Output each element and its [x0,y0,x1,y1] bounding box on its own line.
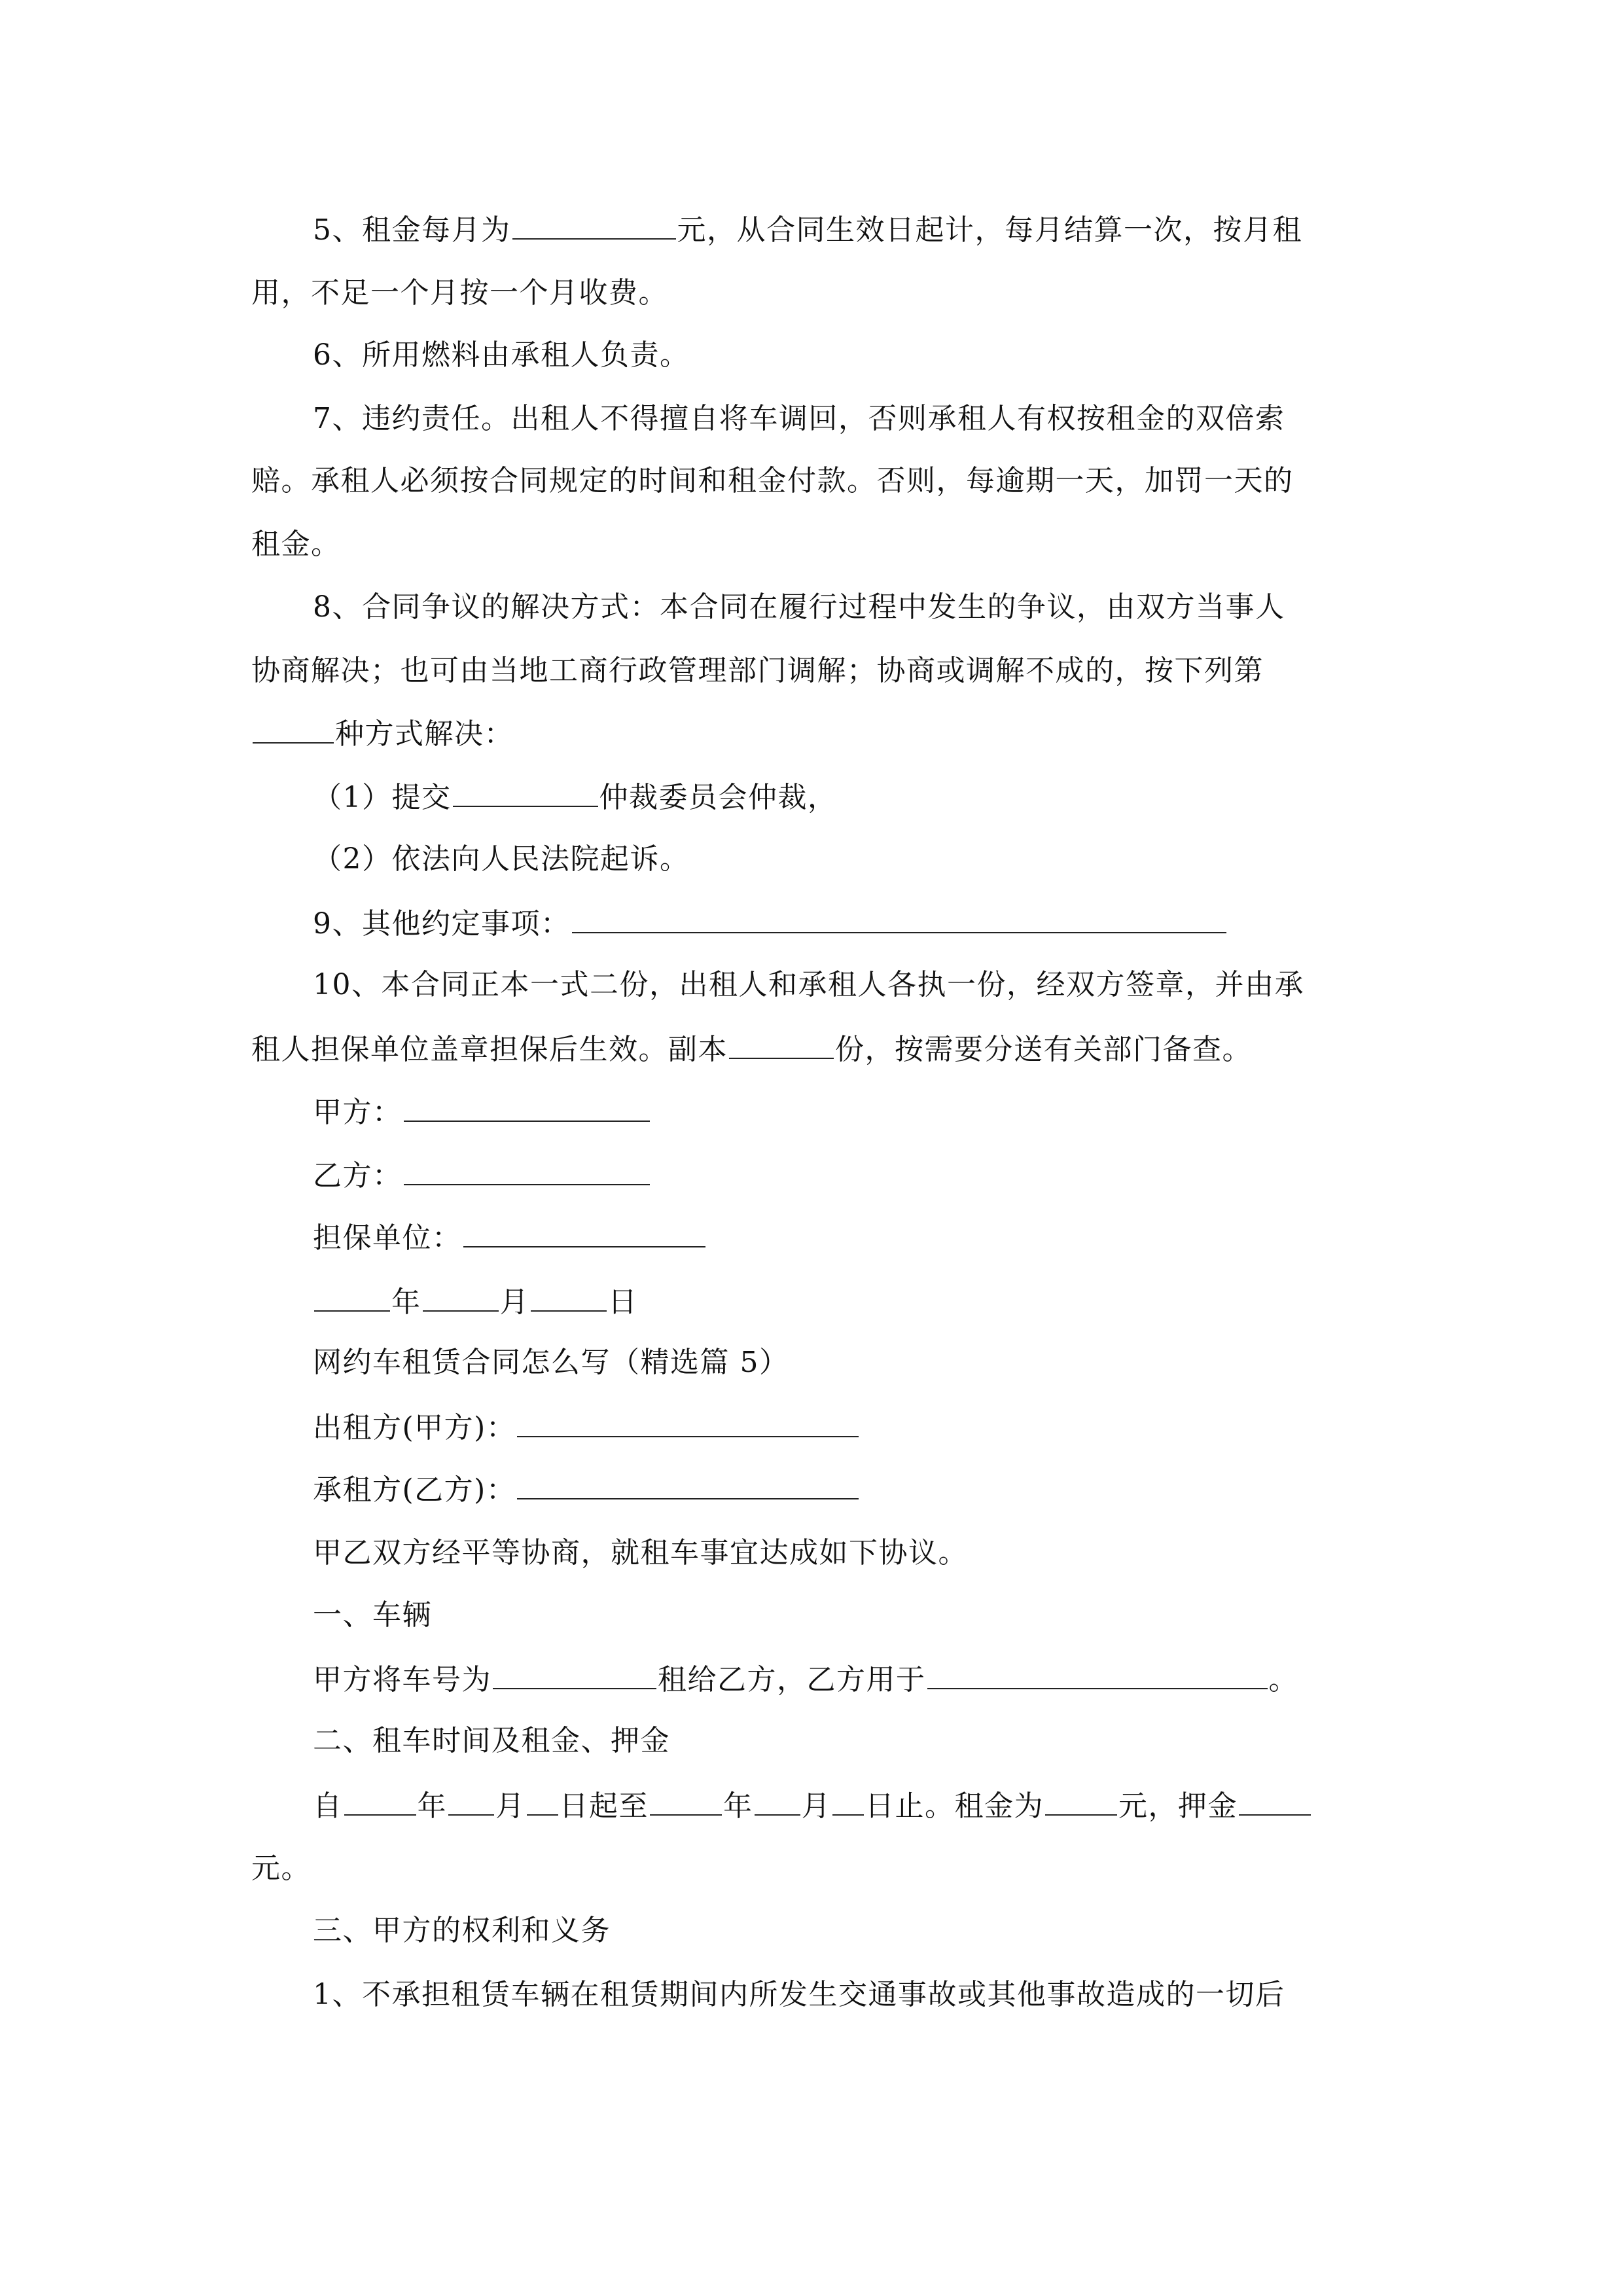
blank-plate-number [493,1660,656,1689]
clause-6: 6、所用燃料由承租人负责。 [313,338,690,372]
heading-period-rent-deposit: 二、租车时间及租金、押金 [313,1724,670,1757]
blank-party-b [404,1157,650,1185]
clause-10-line-2: 租人担保单位盖章担保后生效。副本 份，按需要分送有关部门备查。 [251,1030,1252,1068]
blank-usage [927,1660,1268,1689]
blank-other-terms [572,905,1226,933]
clause-7-line-2: 赔。承租人必须按合同规定的时间和租金付款。否则，每逾期一天，加罚一天的 [251,464,1294,497]
blank-end-year [650,1787,722,1816]
blank-copies [729,1030,834,1059]
blank-start-month [448,1787,494,1816]
blank-lessee [517,1471,859,1499]
blank-guarantor [463,1219,705,1247]
blank-day [531,1283,607,1312]
blank-party-a [404,1093,650,1122]
clause-8-option-1: （1）提交 仲裁委员会仲裁， [313,778,838,816]
signature-date: 年 月 日 [313,1283,638,1321]
blank-year [314,1283,390,1312]
period-line-end: 元。 [251,1852,311,1885]
lessee-line: 承租方(乙方)： [313,1471,860,1509]
clause-5-line-2: 用，不足一个月按一个月收费。 [251,276,668,310]
lessor-line: 出租方(甲方)： [313,1408,860,1446]
heading-vehicle: 一、车辆 [313,1598,432,1632]
intro-line: 甲乙双方经平等协商，就租车事宜达成如下协议。 [313,1536,968,1570]
clause-10-line-1: 10、本合同正本一式二份，出租人和承租人各执一份，经双方签章，并由承 [313,968,1304,1001]
vehicle-line: 甲方将车号为 租给乙方，乙方用于 。 [313,1660,1298,1698]
clause-8-line-1: 8、合同争议的解决方式：本合同在履行过程中发生的争议，由双方当事人 [313,590,1285,624]
duty-1-line: 1、不承担租赁车辆在租赁期间内所发生交通事故或其他事故造成的一切后 [313,1978,1285,2011]
blank-deposit [1239,1787,1311,1816]
clause-7-line-3: 租金。 [251,528,341,561]
blank-dispute-method [253,715,334,744]
clause-8-option-2: （2）依法向人民法院起诉。 [313,842,690,876]
clause-5-line-1: 5、租金每月为 元，从合同生效日起计，每月结算一次，按月租 [313,211,1302,249]
signature-guarantor: 担保单位： [313,1219,707,1257]
blank-end-month [755,1787,800,1816]
clause-8-line-3: 种方式解决： [251,715,514,753]
clause-8-line-2: 协商解决；也可由当地工商行政管理部门调解；协商或调解不成的，按下列第 [251,654,1264,687]
blank-end-day [832,1787,864,1816]
clause-7-line-1: 7、违约责任。出租人不得擅自将车调回，否则承租人有权按租金的双倍索 [313,402,1285,435]
blank-start-year [344,1787,416,1816]
heading-party-a-rights: 三、甲方的权利和义务 [313,1914,611,1947]
blank-arbitration-committee [453,778,598,807]
blank-lessor [517,1408,859,1437]
period-line: 自 年 月 日起至 年 月 日止。租金为 元，押金 [313,1787,1312,1825]
blank-monthly-rent [512,211,676,240]
blank-month [423,1283,499,1312]
clause-9: 9、其他约定事项： [313,905,1228,942]
section-title-5: 网约车租赁合同怎么写（精选篇 5） [313,1346,789,1379]
blank-start-day [527,1787,558,1816]
signature-party-b: 乙方： [313,1157,651,1194]
blank-rent [1045,1787,1117,1816]
signature-party-a: 甲方： [313,1093,651,1131]
